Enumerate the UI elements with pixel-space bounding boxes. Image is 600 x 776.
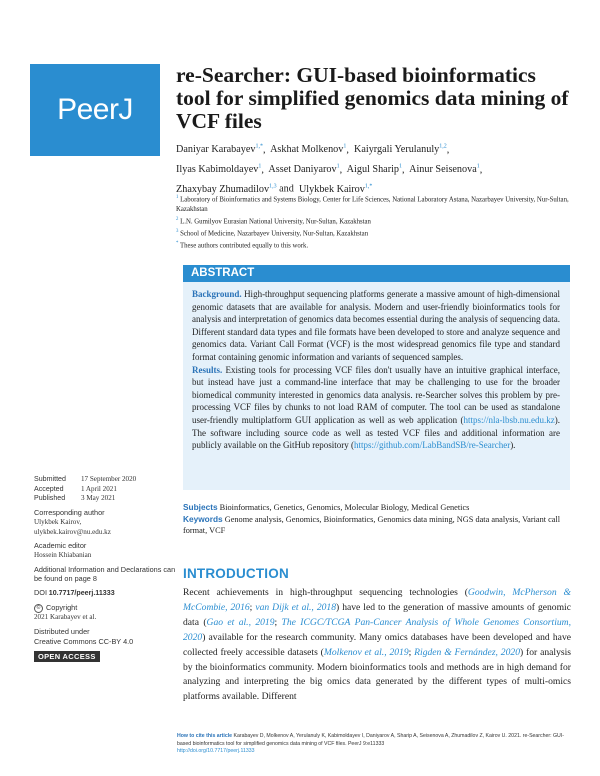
copyright-icon: ©	[34, 604, 43, 613]
citation[interactable]: Rigden & Fernández, 2020	[414, 646, 520, 658]
published-date: 3 May 2021	[81, 494, 116, 503]
subjects-label: Subjects	[183, 502, 218, 512]
introduction-heading: INTRODUCTION	[183, 566, 289, 581]
citation[interactable]: Molkenov et al., 2019	[323, 646, 409, 658]
license-line-1: Distributed under	[34, 627, 90, 637]
logo-text: PeerJ	[57, 93, 133, 126]
author: Ulykbek Kairov$^{1,*}$	[298, 183, 373, 195]
peerj-logo	[30, 64, 160, 156]
doi-block	[34, 588, 179, 599]
corresponding-email[interactable]: ulykbek.kairov@nu.edu.kz	[34, 527, 111, 536]
keywords-line	[183, 514, 573, 536]
citation[interactable]: Gao et al., 2019	[206, 616, 275, 628]
how-to-cite-doi[interactable]: http://doi.org/10.7717/peerj.11333	[177, 748, 255, 755]
citation[interactable]: The ICGC/TCGA Pan-Cancer Analysis of Whole Genomes Consortium, 2020	[183, 616, 571, 643]
submitted-date: 17 September 2020	[81, 475, 137, 483]
copyright-value: 2021 Karabayev et al.	[34, 613, 97, 622]
how-to-cite-text: Karabayev D, Molkenov A, Yerulanuly K, Kabimoldayev I, Daniyarov A, Sharip A, Seisenova A, Zhumadilov Z, Kairov U. 2021. re-Searcher: GUI-based bioinformatics tool for simplified genomics data mining of VCF files. PeerJ 9:e11333	[177, 733, 564, 747]
affiliation: * These authors contributed equally to this work.	[176, 240, 309, 250]
accepted-date: 1 April 2021	[81, 484, 117, 493]
affiliation: $^2$ L.N. Gumilyov Eurasian National University, Nur-Sultan, Kazakhstan	[176, 216, 371, 226]
abstract-body	[183, 282, 570, 490]
editor-block	[34, 541, 179, 560]
keywords-label: Keywords	[183, 514, 223, 525]
dates-block	[34, 475, 179, 504]
editor-label: Academic editor	[34, 541, 87, 551]
author: Ilyas Kabimoldayev$^1$	[176, 163, 262, 175]
author-list: Daniyar Karabayev$^{1,*}$, Askhat Molkenov$^1$, Kaiyrgali Yerulanuly$^{1,2}$, Ilyas Kabimoldayev$^1$, Asset Daniyarov$^1$, Aigul Sharip$^1$, Ainur Seisenova$^1$, Zhaxybay Zhumadilov$^{1,3}$ and Ulykbek Kairov$^{1,*}$	[176, 144, 483, 195]
author: Aigul Sharip$^1$	[346, 163, 403, 175]
corresponding-author-block	[34, 508, 179, 537]
editor-name: Hossein Khiabanian	[34, 550, 92, 559]
how-to-cite-label: How to cite this article	[177, 733, 233, 739]
abstract-background: Background. High-throughput sequencing platforms generate a massive amount of high-dimensional genomic datasets that are available for analysis. Modern and user-friendly bioinformatics tools for analysis and interpretation of genomics data becomes essential during the analysis of sequencing data. Different standard data types and file formats have been developed to store and analyze sequence and genomics data. Variant Call Format (VCF) is the most widespread genomics file type and standard format containing genomic information and variants of sequenced samples.	[192, 289, 561, 362]
affiliation: $^3$ School of Medicine, Nazarbayev University, Nur-Sultan, Kazakhstan	[176, 228, 369, 238]
additional-info: Additional Information and Declarations can be found on page 8	[34, 564, 176, 584]
accepted-label: Accepted	[34, 484, 64, 493]
author: Asset Daniyarov$^1$	[268, 163, 340, 175]
author: Daniyar Karabayev$^{1,*}$	[176, 144, 263, 156]
open-access-badge: OPEN ACCESS	[34, 651, 100, 663]
abstract-results: Results. Existing tools for processing VCF files don't usually have an intuitive graphical interface, but instead have just a command-line interface that may be challenging to use for the broader biomedical community interested in genomics data analysis. re-Searcher solves this problem by pre-processing VCF files by chunks to not load RAM of computer. The tool can be used as standalone user-friendly multiplatform GUI application as well as web application (https://nla-lbsb.nu.edu.kz). The software including source code as well as tested VCF files and additional information are publicly available on the GitHub repository (https://github.com/LabBandSB/re-Searcher).	[192, 364, 561, 451]
author: Askhat Molkenov$^1$	[270, 144, 347, 156]
introduction-body: Recent achievements in high-throughput sequencing technologies (Goodwin, McPherson & McCombie, 2016; van Dijk et al., 2018) have led to the generation of massive amounts of genomic data (Gao et al., 2019; The ICGC/TCGA Pan-Cancer Analysis of Whole Genomes Consortium, 2020) available for the research community. Many omics databases have been developed and have collected freely accessible datasets (Molkenov et al., 2019; Rigden & Fernández, 2020) for analysis by the bioinformatics community. Modern bioinformatics tools and methods are in high demand for analyzing and interpreting the big omics data generated by the different types of multi-omics platforms available. Different	[183, 587, 571, 703]
keywords-text: Genome analysis, Genomics, Bioinformatics, Genomics data mining, NGS data analysis, Variant call format, VCF	[183, 515, 561, 536]
submitted-label: Submitted	[34, 475, 66, 483]
license-block	[34, 627, 179, 646]
author: Kaiyrgali Yerulanuly$^{1,2}$	[354, 144, 447, 156]
subjects-text: Bioinformatics, Genetics, Genomics, Molecular Biology, Medical Genetics	[219, 503, 470, 512]
author: Zhaxybay Zhumadilov$^{1,3}$	[176, 183, 277, 195]
paper-title: re-Searcher: GUI-based bioinformatics tool for simplified genomics data mining of VCF files	[176, 63, 569, 133]
subjects-keywords	[183, 502, 573, 538]
doi-label: DOI	[34, 588, 47, 598]
citation[interactable]: Goodwin, McPherson & McCombie, 2016	[183, 587, 571, 613]
web-app-link[interactable]: https://nla-lbsb.nu.edu.kz	[463, 414, 555, 425]
copyright-block	[34, 603, 179, 623]
license-line-2[interactable]: Creative Commons CC-BY 4.0	[34, 636, 134, 646]
author: Ainur Seisenova$^1$	[409, 163, 480, 175]
corresponding-label: Corresponding author	[34, 508, 105, 518]
copyright-label: Copyright	[46, 602, 78, 612]
subjects-line	[183, 502, 573, 513]
abstract-heading: ABSTRACT	[183, 265, 570, 282]
article-metadata-sidebar	[34, 475, 179, 662]
affiliation: $^1$ Laboratory of Bioinformatics and Systems Biology, Center for Life Sciences, National Laboratory Astana, Nazarbayev University, Nur-Sultan, Kazakhstan	[176, 195, 569, 214]
how-to-cite	[177, 733, 577, 756]
github-link[interactable]: https://github.com/LabBandSB/re-Searcher	[353, 440, 511, 451]
doi-value[interactable]: 10.7717/peerj.11333	[48, 589, 115, 598]
affiliations	[176, 193, 571, 251]
citation[interactable]: van Dijk et al., 2018	[255, 601, 337, 613]
published-label: Published	[34, 494, 66, 503]
corresponding-name: Ulykbek Kairov,	[34, 517, 82, 526]
